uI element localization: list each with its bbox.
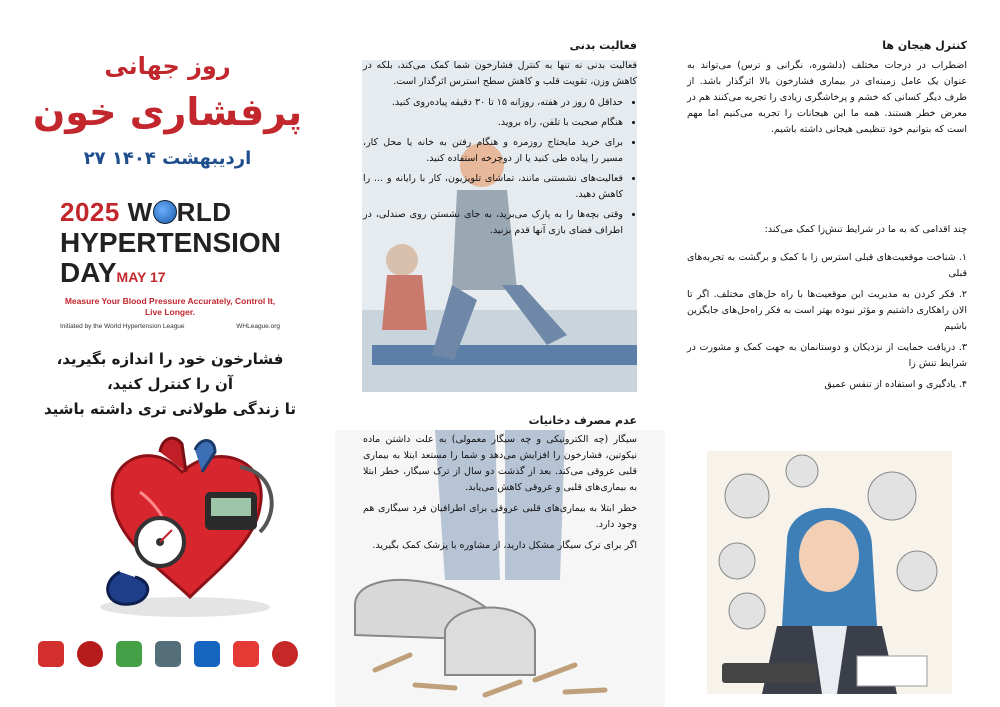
cover-panel xyxy=(0,0,335,707)
activity-text xyxy=(363,58,637,243)
slogan-line: فشارخون خود را اندازه بگیرید، xyxy=(56,350,284,368)
list-item: • برای خرید مایحتاج روزمره و هنگام رفتن به خانه یا محل کار، مسیر را پیاده طی کنید یا از دوچرخه استفاده کنید. xyxy=(363,135,623,167)
partner-logo xyxy=(155,641,181,667)
emotions-intro: اضطراب در درجات مختلف (دلشوره، نگرانی و ترس) می‌تواند به عنوان یک عامل زمینه‌ای در بیماری فشارخون بالا اثرگذار باشد. از طرف دیگر کسانی که خشم و پرخاشگری زیادی را تجربه می‌کنند هم در معرض خطر هستند. همه ما این هیجانات را تجربه می‌کنیم اما مهم است که بتوانیم خود تنظیمی هیجانی داشته باشیم. xyxy=(687,60,967,135)
smoking-paragraph: سیگار (چه الکترونیکی و چه سیگار معمولی) به علت داشتن ماده نیکوتین، فشارخون را افزایش می‌دهد و شما را مستعد ابتلا به بیماری قلبی عروقی می‌کند. بعد از گذشت دو سال از ترک سیگار، خطر ابتلا به بیماری‌های قلبی و عروقی کاهش می‌یابد. xyxy=(363,434,637,493)
list-item: • وقتی بچه‌ها را به پارک می‌برید، به جای نشستن روی صندلی، در اطراف فضای بازی آنها قدم بزنید. xyxy=(363,207,623,239)
smoking-paragraph: خطر ابتلا به بیماری‌های قلبی عروقی برای اطرافیان فرد سیگاری هم وجود دارد. xyxy=(363,503,637,530)
partner-logos xyxy=(38,636,298,672)
slogan xyxy=(30,347,310,422)
activity-title: فعالیت بدنی xyxy=(569,39,637,52)
emotions-panel xyxy=(665,0,1000,707)
partner-logo xyxy=(77,641,103,667)
logo-website: WHLeague.org xyxy=(236,323,280,330)
emotions-steps xyxy=(687,222,967,398)
logo-hypertension: HYPERTENSION xyxy=(60,227,281,258)
steps-title: چند اقدامی که به ما در شرایط تنش‌زا کمک می‌کند: xyxy=(764,224,967,235)
list-item: • حداقل ۵ روز در هفته، روزانه ۱۵ تا ۳۰ دقیقه پیاده‌روی کنید. xyxy=(363,95,623,111)
logo-world-rld: RLD xyxy=(176,197,232,227)
slogan-line: آن را کنترل کنید، xyxy=(106,375,234,393)
list-item: • هنگام صحبت با تلفن، راه بروید. xyxy=(363,115,623,131)
partner-logo xyxy=(272,641,298,667)
logo-day: DAY xyxy=(60,257,117,288)
event-date: ۲۷ اردیبهشت ۱۴۰۴ xyxy=(83,148,252,169)
emotions-title: کنترل هیجان ها xyxy=(882,39,967,52)
list-item: • فعالیت‌های نشستنی مانند، تماشای تلویزیون، کار با رایانه و ... را کاهش دهید. xyxy=(363,171,623,203)
smoking-title: عدم مصرف دخانیات xyxy=(528,414,637,427)
smoking-text xyxy=(363,432,637,559)
list-item: ۲. فکر کردن به مدیریت این موقعیت‌ها با راه حل‌های مختلف. اگر تا الان راهکاری داشتیم و مؤثر نبوده بهتر است به فکر راه‌حل‌های جایگزین باشیم xyxy=(687,289,967,332)
title-big: پرفشاری خون xyxy=(32,90,303,134)
slogan-line: تا زندگی طولانی تری داشته باشید xyxy=(43,400,297,418)
list-item: ۱. شناخت موقعیت‌های قبلی استرس زا با کمک و برگشت به تجربه‌های قبلی xyxy=(687,252,967,279)
partner-logo xyxy=(194,641,220,667)
heart-stethoscope-illustration xyxy=(90,432,290,622)
stressed-woman-illustration xyxy=(707,451,952,694)
smoking-paragraph: اگر برای ترک سیگار مشکل دارید، از مشاوره با پزشک کمک بگیرید. xyxy=(372,540,637,551)
logo-initiated: Initiated by the World Hypertension League xyxy=(60,323,185,330)
logo-world-w: W xyxy=(127,197,153,227)
world-hypertension-day-logo xyxy=(60,197,280,330)
partner-logo xyxy=(38,641,64,667)
list-item: ۴. یادگیری و استفاده از تنفس عمیق xyxy=(824,379,967,390)
activity-intro: فعالیت بدنی نه تنها به کنترل فشارخون شما کمک می‌کند، بلکه در کاهش وزن، تقویت قلب و کاهش سطح استرس اثرگذار است. xyxy=(363,60,637,87)
logo-year: 2025 xyxy=(60,197,120,227)
lifestyle-panel xyxy=(335,0,665,707)
logo-tagline: Measure Your Blood Pressure Accurately, Control It, Live Longer. xyxy=(64,296,276,317)
list-item: ۳. دریافت حمایت از نزدیکان و دوستانمان به جهت کمک و مشورت در شرایط تنش زا xyxy=(687,342,967,369)
logo-date: MAY 17 xyxy=(116,269,166,285)
partner-logo xyxy=(233,641,259,667)
partner-logo xyxy=(116,641,142,667)
title-small: روز جهانی xyxy=(104,52,231,80)
globe-icon xyxy=(153,200,177,224)
